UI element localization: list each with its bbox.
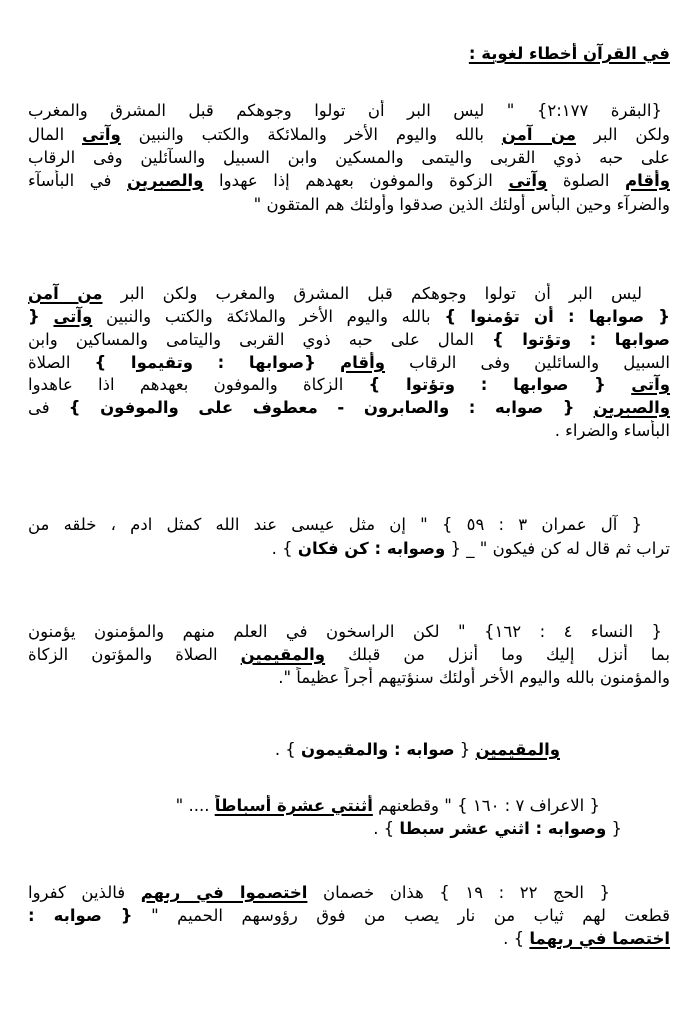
text-run: { (454, 740, 476, 759)
text-run: { (445, 539, 467, 558)
text-run: بما أنزل إليك وما أنزل من قبلك (325, 645, 670, 664)
text-run: {البقرة ٢:١٧٧} " ليس البر أن تولوا وجوهكم قبل المشرق والمغرب (28, 101, 662, 120)
correction-text: { صوابه : (28, 906, 133, 925)
heading-text: في القرآن أخطاء لغوية : (468, 44, 670, 63)
baqara-fix-line (28, 283, 642, 305)
text-run: الصلاة (28, 353, 95, 372)
text-run: السبيل والسائلين وفى الرقاب (385, 353, 670, 372)
text-run: ليس البر أن تولوا وجوهكم قبل المشرق والمغرب ولكن البر (102, 284, 642, 303)
highlighted-word: من آمن (28, 284, 103, 303)
text-run: المال (28, 125, 83, 144)
text-run: .... " (175, 796, 215, 815)
baqara-ref-line (28, 147, 670, 169)
correction-text: وصوابه : كن فكان (297, 539, 446, 558)
imran-line (28, 514, 642, 536)
highlighted-word: وآتى (631, 375, 670, 394)
correction-text: { صوابه : والصابرون - معطوف على والموفون } (68, 398, 575, 417)
baqara-fix-line (28, 420, 670, 442)
text-run: } . (373, 819, 400, 838)
araf-line (28, 795, 600, 817)
highlighted-word: من آمن (501, 125, 576, 144)
text-run (40, 307, 54, 326)
nisa-line (28, 644, 670, 666)
highlighted-word: اختصما في ربهما (529, 929, 670, 948)
text-run: } . (271, 539, 298, 558)
text-run: الزكوة والموفون بعهدهم إذا عهدوا (203, 171, 509, 190)
page-title (28, 43, 670, 65)
nisa-line (28, 667, 670, 689)
text-run: { النساء ٤ : ١٦٢} " لكن الراسخون في العلم منهم والمؤمنون يؤمنون (28, 622, 662, 641)
baqara-ref-line (28, 124, 670, 146)
highlighted-word: والمقيمين (240, 645, 326, 664)
text-run: قطعت لهم ثياب من نار يصب من فوق رؤوسهم الحميم " (132, 906, 670, 925)
correction-text: {صوابها : وتقيموا } (94, 353, 316, 372)
baqara-fix-line (28, 306, 670, 328)
hajj-line (28, 928, 670, 950)
text-run: البأساء والضراء . (554, 421, 670, 440)
baqara-ref-line (28, 194, 670, 216)
correction-text: وصوابه : اثني عشر سبطا (399, 819, 607, 838)
text-run: } . (274, 740, 302, 759)
correction-text: صوابها : وتؤتوا } (491, 330, 670, 349)
text-run (574, 398, 593, 417)
text-run: بالله واليوم الأخر والملائكة والكتب والنبين (120, 125, 502, 144)
text-run (316, 353, 340, 372)
hajj-line (28, 905, 670, 927)
correction-text: { صوابها : وتؤتوا } (368, 375, 606, 394)
baqara-ref-line (28, 170, 670, 192)
text-run: المال على حبه ذوي القربى واليتامى والمساكين وابن (28, 330, 492, 349)
highlighted-word: والصبرين (127, 171, 204, 190)
correction-text: { صوابها : أن تؤمنوا } (444, 307, 670, 326)
highlighted-word: وأقام (624, 171, 670, 190)
highlighted-word: وآتى (53, 307, 93, 326)
text-run: على حبه ذوي القربى واليتمى والمسكين وابن السبيل والسآئلين وفى الرقاب (28, 148, 670, 167)
text-run: الزكاة والموفون بعهدهم اذا عاهدوا (28, 375, 369, 394)
text-run: في البأسآء (28, 171, 128, 190)
highlighted-word: وآتى (508, 171, 548, 190)
hajj-line (28, 882, 610, 904)
nisa-fix-line (28, 739, 560, 761)
highlighted-word: وآتى (82, 125, 121, 144)
text-run: تراب ثم قال له كن فيكون " (474, 539, 670, 558)
baqara-fix-line (28, 329, 670, 351)
text-run (606, 375, 631, 394)
baqara-fix-line (28, 397, 670, 419)
baqara-ref-line (28, 100, 662, 122)
text-run: { الاعراف ٧ : ١٦٠ } " وقطعنهم (372, 796, 600, 815)
text-run: ولكن البر (575, 125, 670, 144)
highlighted-word: اختصموا في ربهم (140, 883, 308, 902)
highlighted-word: والصبرين (593, 398, 670, 417)
baqara-fix-line (28, 374, 670, 396)
text-run: { الحج ٢٢ : ١٩ } هذان خصمان (307, 883, 610, 902)
highlighted-word: وأقام (340, 353, 386, 372)
baqara-fix-line (28, 352, 670, 374)
text-run: الصلوة (547, 171, 625, 190)
text-run: فالذين كفروا (28, 883, 141, 902)
text-run: والضرآء وحين البأس أولئك الذين صدقوا وأولئك هم المتقون " (253, 195, 670, 214)
text-run: { آل عمران ٣ : ٥٩ } " إن مثل عيسى عند الله كمثل ادم ، خلقه من (28, 515, 642, 534)
text-run: } . (503, 929, 530, 948)
highlighted-word: أثنتي عشرة أسباطاً (214, 796, 373, 815)
text-run: _ (466, 539, 475, 558)
imran-line (28, 538, 670, 560)
araf-line (28, 818, 622, 840)
highlighted-word: والمقيمين (475, 740, 560, 759)
nisa-line (28, 621, 662, 643)
text-run: { (606, 819, 622, 838)
text-run: فى (28, 398, 69, 417)
text-run: بالله واليوم الأخر والملائكة والكتب والنبين (92, 307, 445, 326)
text-run: الصلاة والمؤتون الزكاة (28, 645, 241, 664)
text-run: والمؤمنون بالله واليوم الأخر أولئك سنؤتيهم أجراً عظيماً ". (278, 668, 670, 687)
correction-text: { (28, 307, 40, 326)
correction-text: صوابه : والمقيمون (301, 740, 455, 759)
